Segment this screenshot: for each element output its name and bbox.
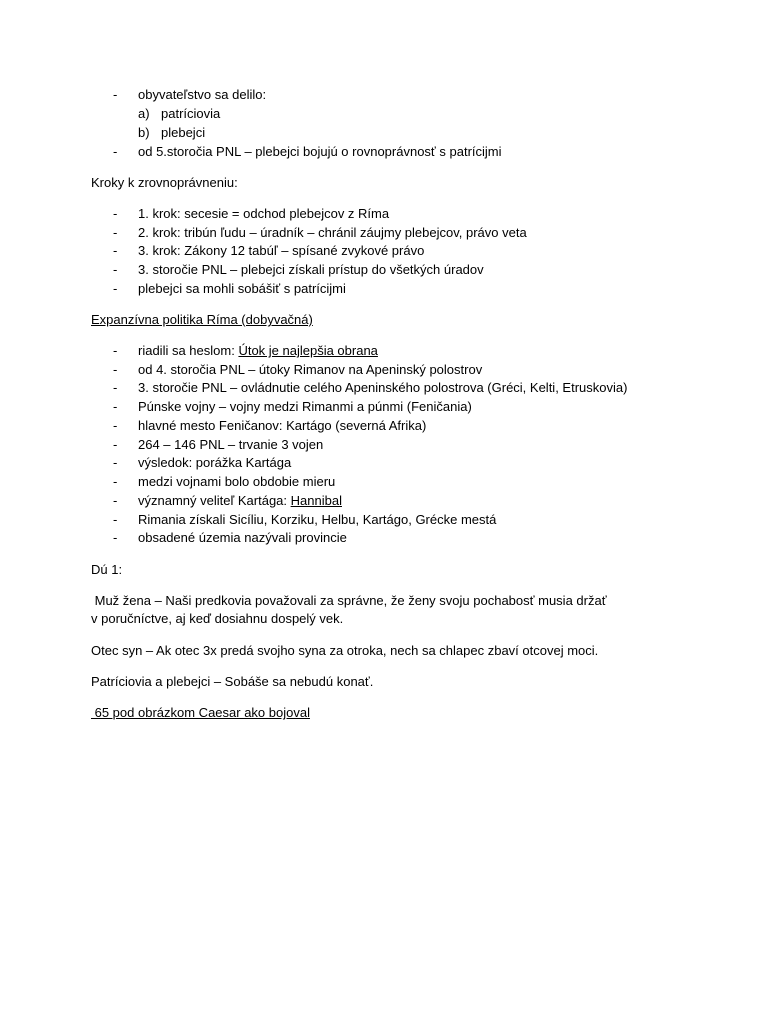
list-item-text: 3. krok: Zákony 12 tabúľ – spísané zvykové právo xyxy=(138,243,425,258)
list-dash: - xyxy=(113,225,118,240)
list-dash: - xyxy=(113,380,118,395)
list-item-text: medzi vojnami bolo obdobie mieru xyxy=(138,474,336,489)
homework-paragraph-3: Patríciovia a plebejci – Sobáše sa nebudú konať. xyxy=(91,674,374,689)
list-item-text xyxy=(138,341,378,360)
homework-paragraph-1-line-2: v poručníctve, aj keď dosiahnu dospelý vek. xyxy=(91,611,344,626)
list-item-text: od 4. storočia PNL – útoky Rimanov na Apeninský polostrov xyxy=(138,362,483,377)
list-dash: - xyxy=(113,343,118,358)
section-heading-expanzia: Expanzívna politika Ríma (dobyvačná) xyxy=(91,312,313,327)
homework-paragraph-4: 65 pod obrázkom Caesar ako bojoval xyxy=(91,705,310,720)
list-item-text: Rimania získali Sicíliu, Korziku, Helbu, Kartágo, Grécke mestá xyxy=(138,512,497,527)
list-dash: - xyxy=(113,474,118,489)
list-item-text: 1. krok: secesie = odchod plebejcov z Ríma xyxy=(138,206,390,221)
list-dash: - xyxy=(113,512,118,527)
list-item-text: obsadené územia nazývali provincie xyxy=(138,530,347,545)
list-dash: - xyxy=(113,437,118,452)
list-dash: - xyxy=(113,144,118,159)
list-dash: - xyxy=(113,493,118,508)
list-item-text: výsledok: porážka Kartága xyxy=(138,455,292,470)
list-dash: - xyxy=(113,530,118,545)
section-heading-kroky: Kroky k zrovnoprávneniu: xyxy=(91,175,238,190)
sub-list-text: plebejci xyxy=(161,125,206,140)
list-item-text: hlavné mesto Feničanov: Kartágo (severná Afrika) xyxy=(138,418,427,433)
list-dash: - xyxy=(113,262,118,277)
list-item-text: 264 – 146 PNL – trvanie 3 vojen xyxy=(138,437,324,452)
list-item-text: 2. krok: tribún ľudu – úradník – chránil záujmy plebejcov, právo veta xyxy=(138,225,527,240)
homework-paragraph-1-line-1: Muž žena – Naši predkovia považovali za správne, že ženy svoju pochabosť musia držať xyxy=(91,593,607,608)
list-dash: - xyxy=(113,87,118,102)
list-item-text: od 5.storočia PNL – plebejci bojujú o rovnoprávnosť s patrícijmi xyxy=(138,144,502,159)
list-item-text: obyvateľstvo sa delilo: xyxy=(138,87,267,102)
list-dash: - xyxy=(113,418,118,433)
list-item-text: 3. storočie PNL – ovládnutie celého Apeninského polostrova (Gréci, Kelti, Etruskovia) xyxy=(138,380,628,395)
motto-prefix: riadili sa heslom: xyxy=(138,343,239,358)
list-dash: - xyxy=(113,455,118,470)
list-item-text xyxy=(138,491,342,510)
homework-paragraph-2: Otec syn – Ak otec 3x predá svojho syna za otroka, nech sa chlapec zbaví otcovej moci. xyxy=(91,643,599,658)
sub-list-letter: b) xyxy=(138,125,150,140)
list-dash: - xyxy=(113,362,118,377)
sub-list-text: patríciovia xyxy=(161,106,221,121)
list-dash: - xyxy=(113,206,118,221)
list-dash: - xyxy=(113,243,118,258)
motto-underlined: Útok je najlepšia obrana xyxy=(238,343,378,358)
hannibal-prefix: významný veliteľ Kartága: xyxy=(138,493,291,508)
list-item-text: Púnske vojny – vojny medzi Rimanmi a púnmi (Feničania) xyxy=(138,399,472,414)
list-item-text: plebejci sa mohli sobášiť s patrícijmi xyxy=(138,281,346,296)
hannibal-underlined: Hannibal xyxy=(290,493,342,508)
list-dash: - xyxy=(113,281,118,296)
list-dash: - xyxy=(113,399,118,414)
list-item-text: 3. storočie PNL – plebejci získali prístup do všetkých úradov xyxy=(138,262,484,277)
sub-list-letter: a) xyxy=(138,106,150,121)
homework-title: Dú 1: xyxy=(91,562,123,577)
